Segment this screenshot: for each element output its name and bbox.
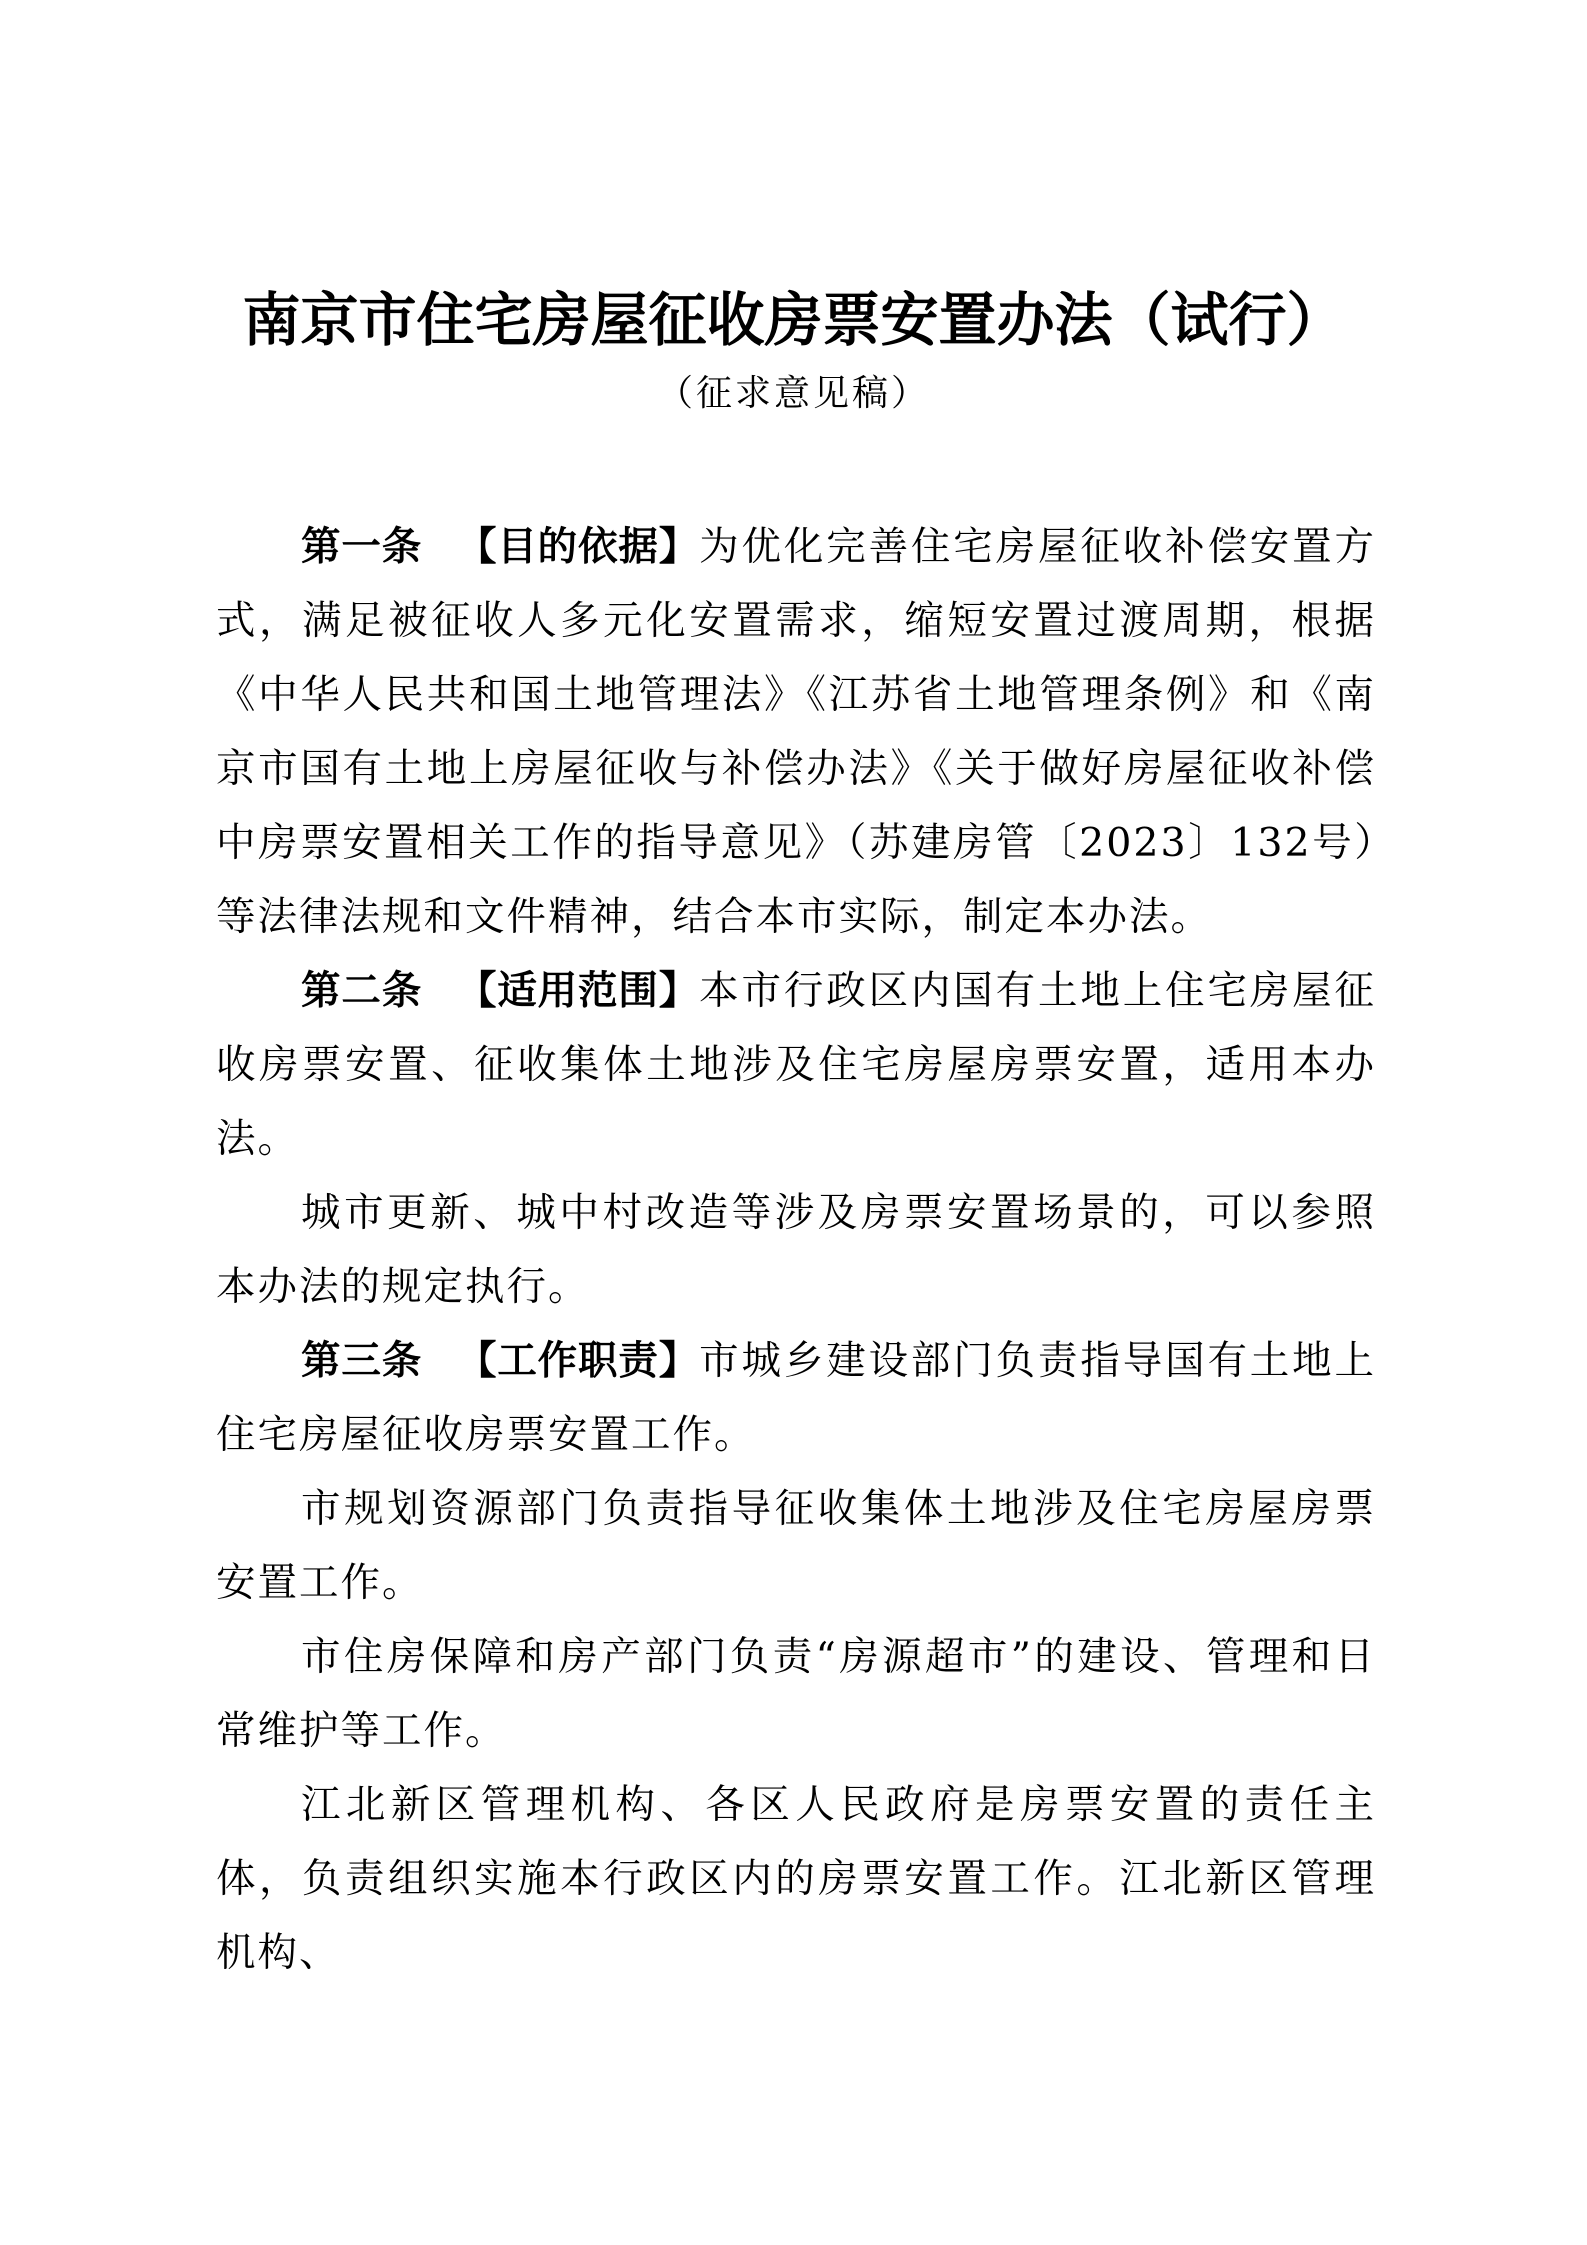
article-2-text: 本市行政区内国有土地上住宅房屋征收房票安置、征收集体土地涉及住宅房屋房票安置，适用本办法。 [216,968,1377,1162]
document-subtitle: （征求意见稿） [656,373,930,414]
article-3-paragraph-3 [216,1620,1376,1768]
article-3-paragraph-2 [216,1472,1376,1620]
article-3-paragraph [216,1324,1376,1472]
article-3-text-4: 江北新区管理机构、各区人民政府是房票安置的责任主体，负责组织实施本行政区内的房票安置工作。江北新区管理机构、 [216,1782,1376,1976]
article-3-text-2: 市规划资源部门负责指导征收集体土地涉及住宅房屋房票安置工作。 [216,1486,1376,1606]
document-title: 南京市住宅房屋征收房票安置办法（试行） [242,286,1345,354]
article-2-paragraph-2 [216,1176,1376,1324]
article-1-heading: 【目的依据】 [456,524,700,570]
article-3-text: 市城乡建设部门负责指导国有土地上住宅房屋征收房票安置工作。 [216,1338,1377,1458]
article-3-text-3: 市住房保障和房产部门负责“房源超市”的建设、管理和日常维护等工作。 [216,1634,1376,1754]
article-2-text-2: 城市更新、城中村改造等涉及房票安置场景的，可以参照本办法的规定执行。 [216,1190,1376,1310]
article-1-number: 第一条 [301,524,423,570]
article-2-heading: 【适用范围】 [456,968,700,1014]
article-2-paragraph [216,954,1376,1176]
article-3-paragraph-4 [216,1768,1376,1990]
article-3-number: 第三条 [301,1338,423,1384]
article-3-heading: 【工作职责】 [456,1338,700,1384]
document-body [216,510,1376,1990]
article-2-number: 第二条 [301,968,423,1014]
article-1-text: 为优化完善住宅房屋征收补偿安置方式，满足被征收人多元化安置需求，缩短安置过渡周期，根据《中华人民共和国土地管理法》《江苏省土地管理条例》和《南京市国有土地上房屋征收与补偿办法》《关于做好房屋征收补偿中房票安置相关工作的指导意见》（苏建房管〔2023〕132号）等法律法规和文件精神，结合本市实际，制定本办法。 [216,524,1377,940]
article-1-paragraph [216,510,1376,954]
